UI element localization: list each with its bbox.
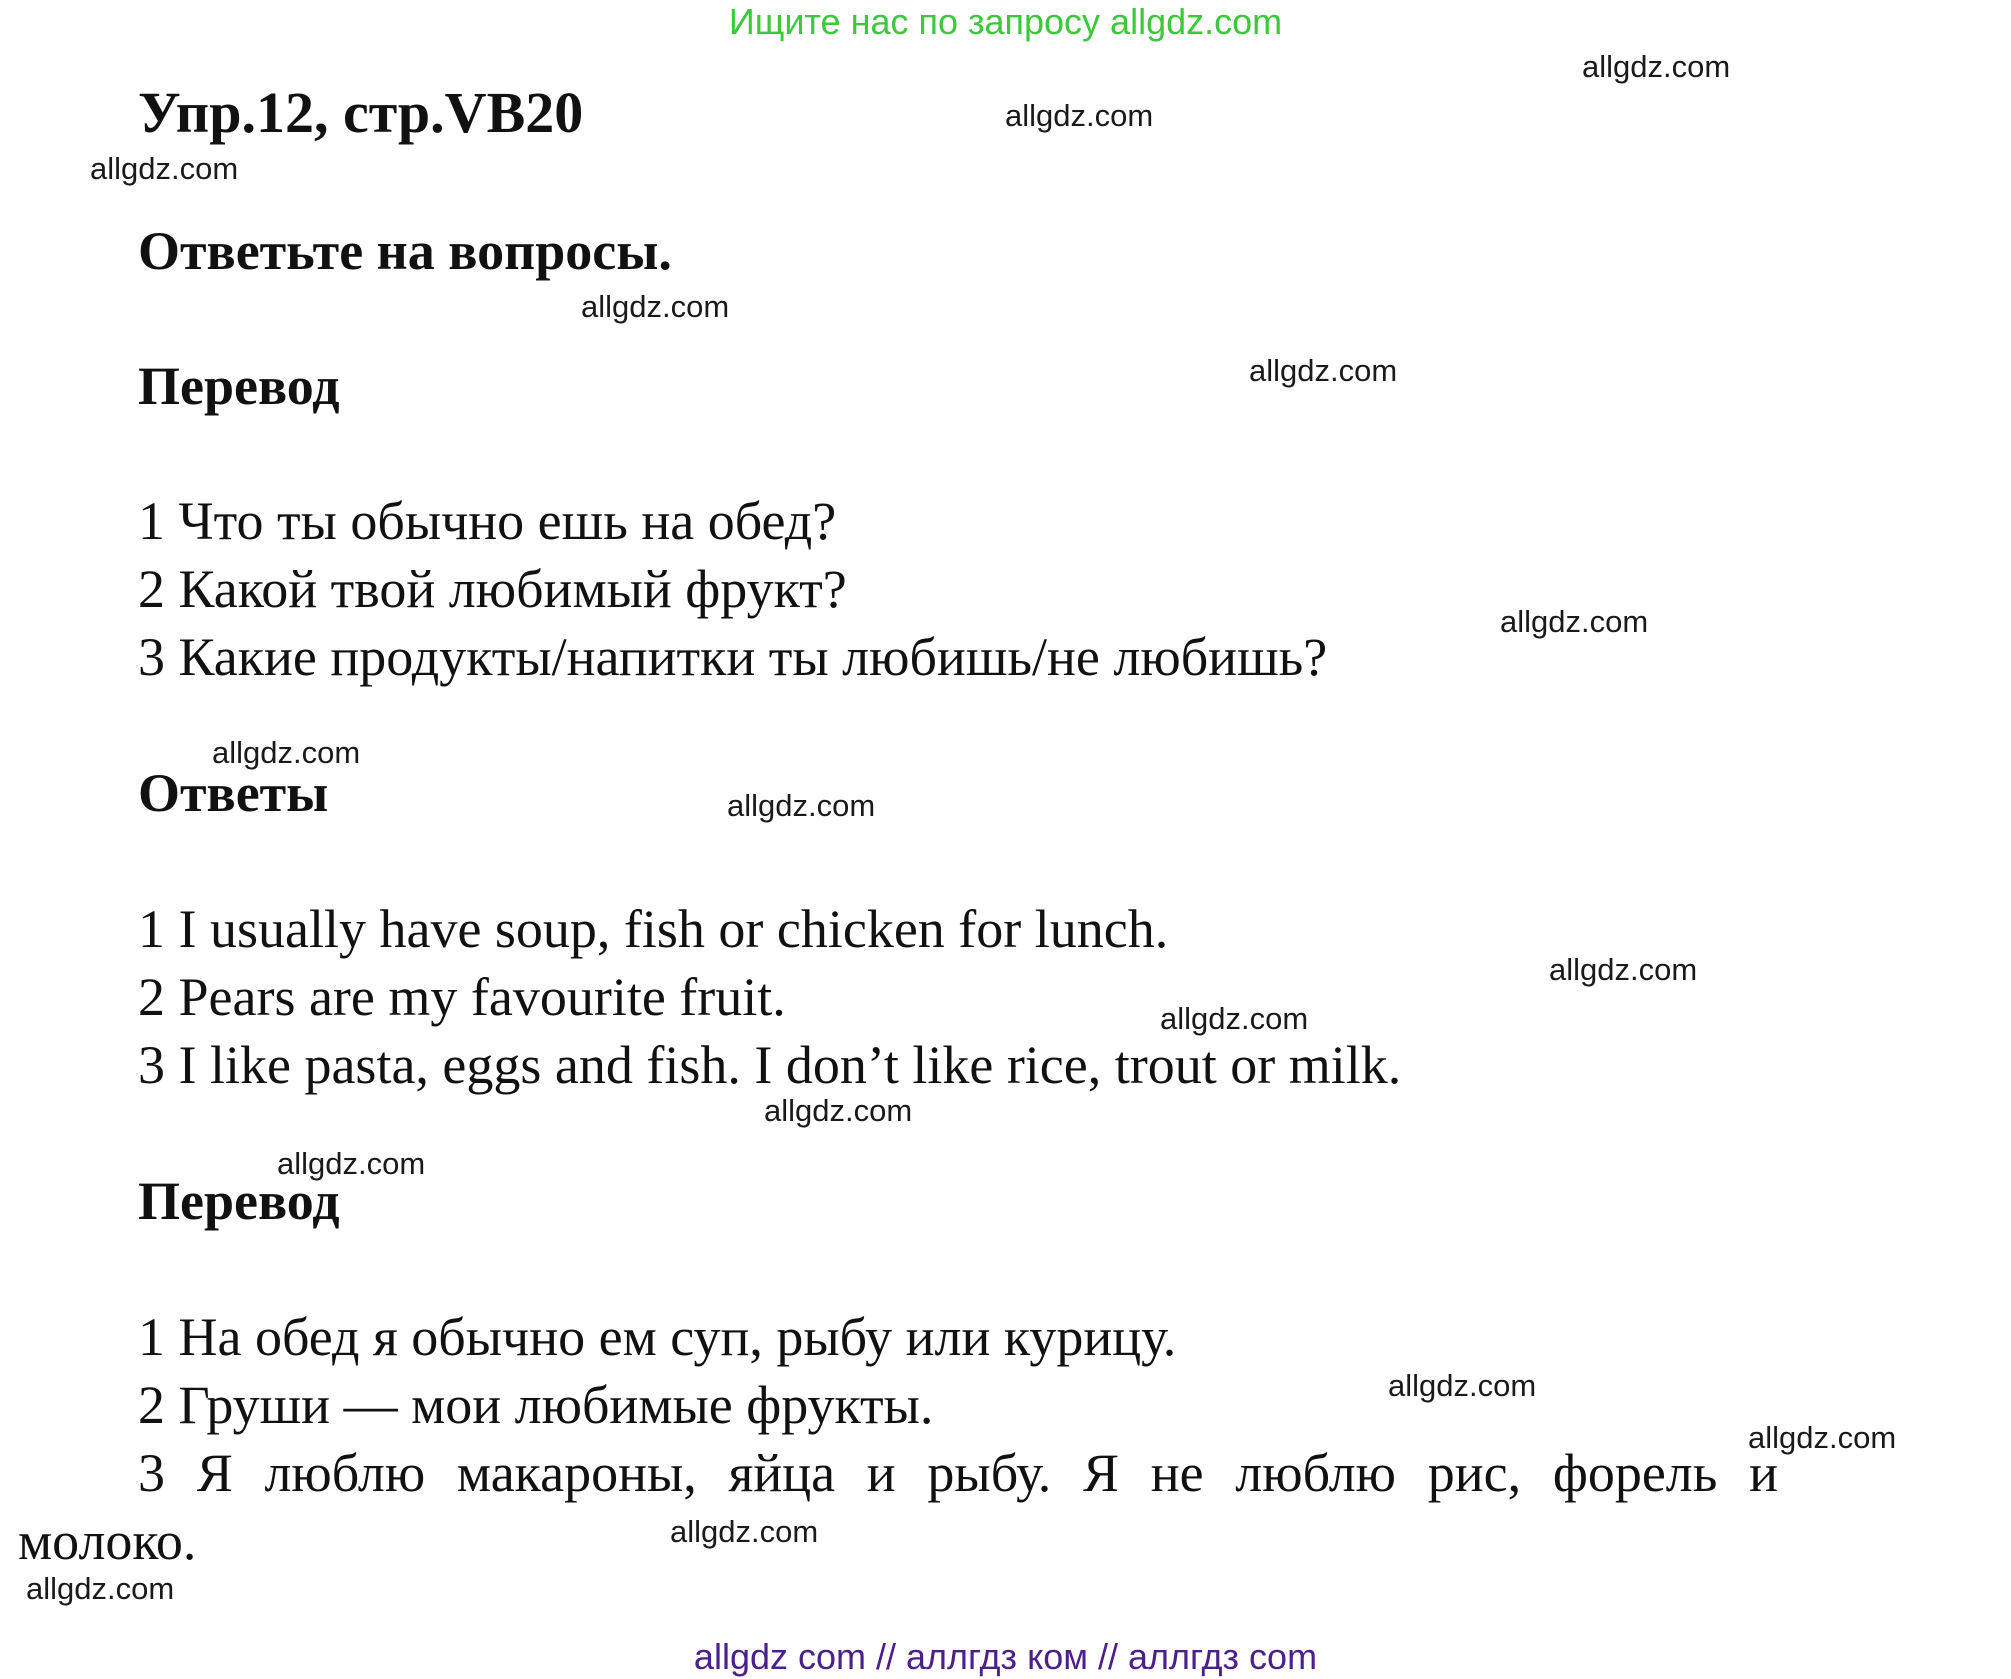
translation-line: 3 Я люблю макароны, яйца и рыбу. Я не люблю рис, форель и xyxy=(138,1443,1778,1503)
task-heading: Ответьте на вопросы. xyxy=(138,221,672,281)
top-banner[interactable]: Ищите нас по запросу allgdz.com xyxy=(728,1,1283,42)
exercise-title: Упр.12, стр.VB20 xyxy=(138,80,584,145)
translation-heading: Перевод xyxy=(138,356,340,416)
watermark: allgdz.com xyxy=(212,735,361,770)
answers-heading: Ответы xyxy=(138,763,329,823)
watermark: allgdz.com xyxy=(1005,98,1154,133)
watermark: allgdz.com xyxy=(1388,1368,1537,1403)
watermark: allgdz.com xyxy=(1549,952,1698,987)
watermark: allgdz.com xyxy=(1160,1001,1309,1036)
watermark: allgdz.com xyxy=(1582,49,1731,84)
question-line: 3 Какие продукты/напитки ты любишь/не любишь? xyxy=(138,627,1328,687)
translation-line: 1 На обед я обычно ем суп, рыбу или курицу. xyxy=(138,1307,1177,1367)
watermark: allgdz.com xyxy=(670,1514,819,1549)
watermark: allgdz.com xyxy=(26,1571,175,1606)
watermark: allgdz.com xyxy=(277,1146,426,1181)
translation-line: 2 Груши — мои любимые фрукты. xyxy=(138,1375,934,1435)
watermark: allgdz.com xyxy=(1500,604,1649,639)
answer-line: 2 Pears are my favourite fruit. xyxy=(138,967,786,1027)
answer-line: 3 I like pasta, eggs and fish. I don’t like rice, trout or milk. xyxy=(138,1035,1402,1095)
answer-line: 1 I usually have soup, fish or chicken for lunch. xyxy=(138,899,1169,959)
watermark: allgdz.com xyxy=(764,1093,913,1128)
watermark: allgdz.com xyxy=(581,289,730,324)
translation-heading: Перевод xyxy=(138,1171,340,1231)
watermark: allgdz.com xyxy=(90,151,239,186)
question-line: 2 Какой твой любимый фрукт? xyxy=(138,559,847,619)
question-line: 1 Что ты обычно ешь на обед? xyxy=(138,491,837,551)
translation-line-continuation: молоко. xyxy=(18,1511,197,1571)
watermark: allgdz.com xyxy=(727,788,876,823)
bottom-banner[interactable]: allgdz com // аллгдз ком // аллгдз com xyxy=(693,1636,1318,1677)
watermark: allgdz.com xyxy=(1748,1420,1897,1455)
watermark: allgdz.com xyxy=(1249,353,1398,388)
